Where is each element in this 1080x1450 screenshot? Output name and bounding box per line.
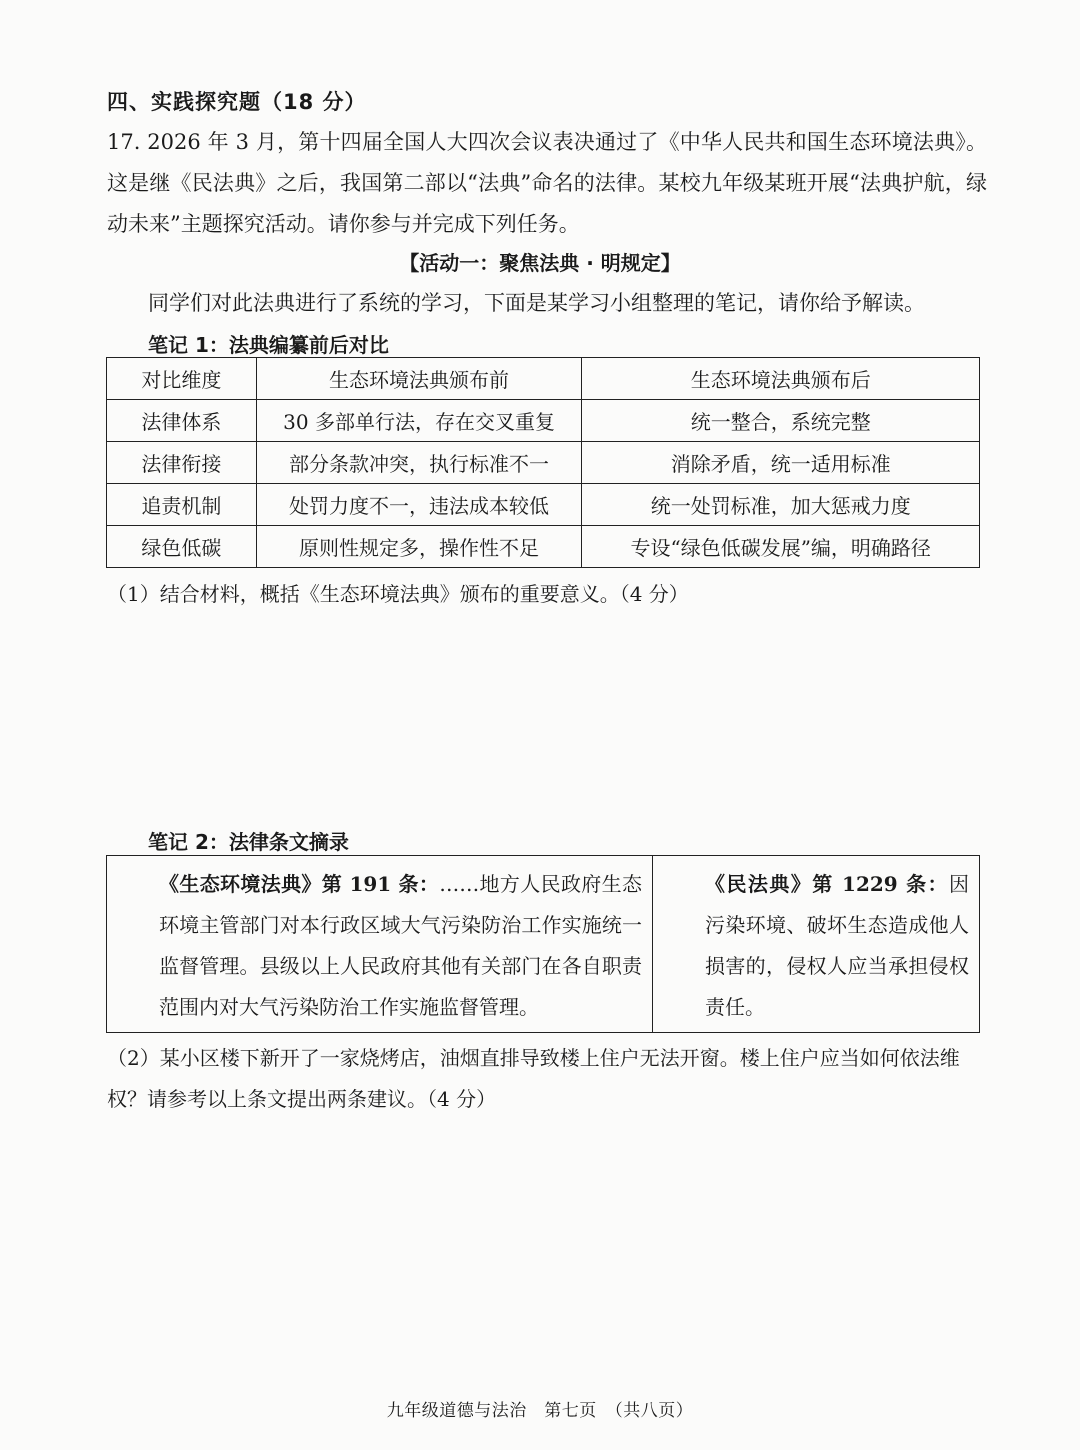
question-2-text: （2）某小区楼下新开了一家烧烤店，油烟直排导致楼上住户无法开窗。楼上住户应当如何依法维权？请参考以上条文提出两条建议。（4 分）: [107, 1046, 960, 1111]
excerpt-civil-code: [653, 856, 979, 1032]
table-cell: 法律衔接: [107, 442, 257, 484]
comparison-table: [106, 357, 980, 568]
question-1: [107, 574, 987, 615]
table-header-cell: 对比维度: [107, 358, 257, 400]
section-title: 四、实践探究题（18 分）: [107, 90, 367, 114]
table-row: [107, 400, 980, 442]
table-cell: 统一处罚标准，加大惩戒力度: [582, 484, 980, 526]
table-row: [107, 484, 980, 526]
table-row: [107, 442, 980, 484]
note-2-title: 笔记 2：法律条文摘录: [148, 830, 349, 854]
table-cell: 法律体系: [107, 400, 257, 442]
excerpt-ecology-code-text: [119, 864, 642, 1028]
excerpt-civil-code-body: 因污染环境、破坏生态造成他人损害的，侵权人应当承担侵权责任。: [705, 872, 969, 1019]
note-1-title: 笔记 1：法典编纂前后对比: [148, 333, 389, 357]
table-cell: 专设“绿色低碳发展”编，明确路径: [582, 526, 980, 568]
intro-text: 17. 2026 年 3 月，第十四届全国人大四次会议表决通过了《中华人民共和国生态环境法典》。这是继《民法典》之后，我国第二部以“法典”命名的法律。某校九年级某班开展“法典护航，绿动未来”主题探究活动。请你参与并完成下列任务。: [107, 130, 987, 236]
excerpt-ecology-code-heading: 《生态环境法典》第 191 条：: [159, 872, 440, 896]
table-row: [107, 526, 980, 568]
law-excerpt-box: [106, 855, 980, 1033]
excerpt-civil-code-heading: 《民法典》第 1229 条：: [705, 872, 949, 896]
table-header-cell: 生态环境法典颁布后: [582, 358, 980, 400]
table-cell: 原则性规定多，操作性不足: [256, 526, 582, 568]
question-2: [107, 1038, 987, 1120]
table-header-row: [107, 358, 980, 400]
table-cell: 消除矛盾，统一适用标准: [582, 442, 980, 484]
excerpt-ecology-code: [107, 856, 653, 1032]
question-1-text: （1）结合材料，概括《生态环境法典》颁布的重要意义。（4 分）: [107, 582, 689, 606]
table-cell: 30 多部单行法，存在交叉重复: [256, 400, 582, 442]
excerpt-civil-code-text: [665, 864, 969, 1028]
table-header-cell: 生态环境法典颁布前: [256, 358, 582, 400]
table-cell: 处罚力度不一，违法成本较低: [256, 484, 582, 526]
question-17-intro: [107, 122, 987, 245]
activity-one-description: 同学们对此法典进行了系统的学习，下面是某学习小组整理的笔记，请你给予解读。: [148, 291, 925, 315]
table-cell: 追责机制: [107, 484, 257, 526]
table-cell: 绿色低碳: [107, 526, 257, 568]
table-cell: 统一整合，系统完整: [582, 400, 980, 442]
page-footer: 九年级道德与法治 第七页 （共八页）: [386, 1401, 694, 1421]
activity-one-title: 【活动一：聚焦法典 · 明规定】: [399, 251, 681, 275]
excerpt-ecology-code-body: ……地方人民政府生态环境主管部门对本行政区域大气污染防治工作实施统一监督管理。县级以上人民政府其他有关部门在各自职责范围内对大气污染防治工作实施监督管理。: [159, 872, 642, 1019]
table-cell: 部分条款冲突，执行标准不一: [256, 442, 582, 484]
